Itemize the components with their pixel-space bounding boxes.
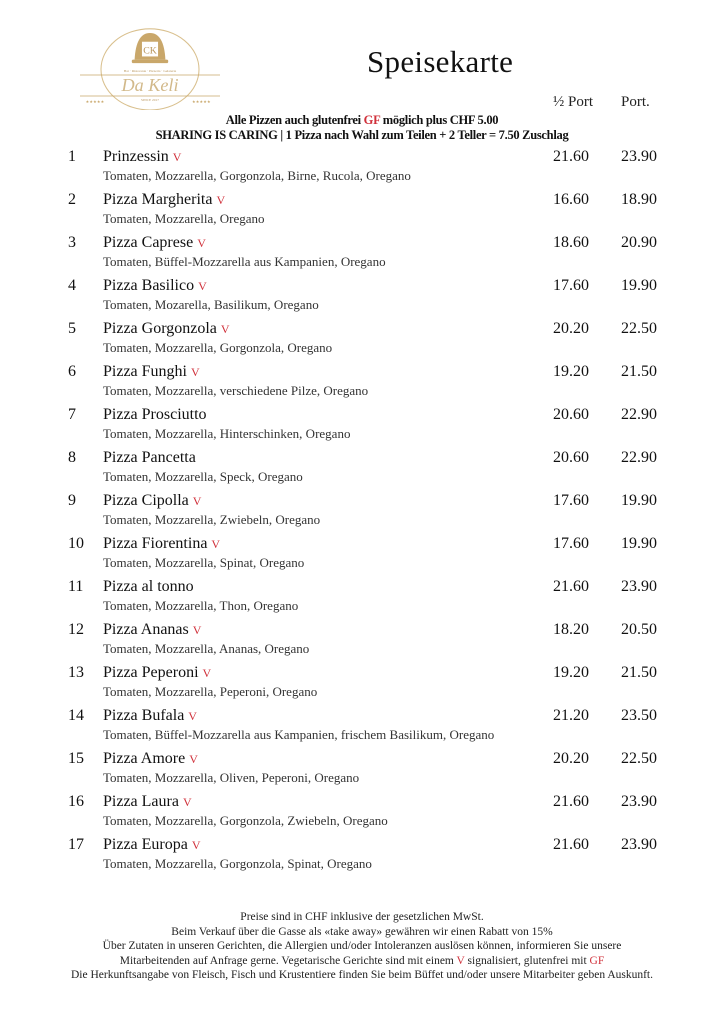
item-description: Tomaten, Mozzarella, Peperoni, Oregano: [103, 684, 318, 699]
item-description: Tomaten, Mozzarella, verschiedene Pilze, Oregano: [103, 383, 369, 398]
item-name-text: Pizza Basilico: [103, 277, 195, 294]
price-half: 17.60: [553, 277, 589, 294]
footer-line: Preise sind in CHF inklusive der gesetzlichen MwSt.: [240, 911, 484, 923]
price-half: 18.20: [553, 621, 589, 638]
item-name-text: Pizza Ananas: [103, 621, 189, 638]
menu-item: [0, 750, 724, 790]
item-name-text: Pizza Margherita: [103, 191, 213, 208]
item-name: [103, 406, 207, 424]
item-number: 11: [68, 578, 84, 595]
veg-mark: V: [202, 666, 212, 680]
item-name: [103, 621, 201, 639]
gluten-note-text: Alle Pizzen auch glutenfrei: [225, 113, 364, 127]
item-number: 8: [68, 449, 76, 466]
price-half: 21.60: [553, 836, 589, 853]
item-description: Tomaten, Mozzarella, Oliven, Peperoni, Oregano: [103, 770, 360, 785]
item-number: 3: [68, 234, 76, 251]
item-number: 6: [68, 363, 76, 380]
item-number: 16: [68, 793, 84, 810]
veg-mark: V: [192, 494, 202, 508]
item-name: [103, 664, 211, 682]
item-name: [103, 234, 206, 252]
item-name-text: Pizza Caprese: [103, 234, 194, 251]
menu-item: [0, 793, 724, 833]
item-description: Tomaten, Mozzarella, Speck, Oregano: [103, 469, 303, 484]
item-description: Tomaten, Büffel-Mozzarella aus Kampanien, frischem Basilikum, Oregano: [103, 727, 495, 742]
price-half: 19.20: [553, 363, 589, 380]
item-description: Tomaten, Mozarella, Basilikum, Oregano: [103, 297, 319, 312]
item-description: Tomaten, Mozzarella, Ananas, Oregano: [103, 641, 310, 656]
menu-item: [0, 621, 724, 661]
item-description: Tomaten, Mozzarella, Gorgonzola, Oregano: [103, 340, 333, 355]
menu-item: [0, 363, 724, 403]
item-description: Tomaten, Mozzarella, Gorgonzola, Spinat, Oregano: [103, 856, 372, 871]
item-name: [103, 535, 220, 553]
restaurant-logo: [80, 26, 220, 110]
item-number: 17: [68, 836, 84, 853]
item-number: 7: [68, 406, 76, 423]
veg-mark: V: [456, 954, 465, 967]
footer-line: Die Herkunftsangabe von Fleisch, Fisch und Krustentiere finden Sie beim Büffet und/oder unsere Mitarbeiter geben Auskunft.: [71, 969, 653, 982]
item-name: [103, 836, 201, 854]
item-name-text: Pizza Pancetta: [103, 449, 196, 466]
item-number: 10: [68, 535, 84, 552]
item-description: Tomaten, Mozzarella, Gorgonzola, Zwiebeln, Oregano: [103, 813, 388, 828]
footer-notes: [40, 910, 684, 983]
item-name: [103, 793, 192, 811]
gluten-free-note: [0, 113, 724, 128]
price-full: 22.90: [621, 406, 657, 423]
menu-item: [0, 664, 724, 704]
item-name-text: Pizza Fiorentina: [103, 535, 208, 552]
price-full: 23.90: [621, 578, 657, 595]
price-half: 21.60: [553, 578, 589, 595]
price-half: 20.20: [553, 750, 589, 767]
price-full: 20.50: [621, 621, 657, 638]
price-full: 22.50: [621, 750, 657, 767]
column-header-half-portion: ½ Port: [553, 94, 594, 110]
veg-mark: V: [198, 279, 207, 293]
item-name-text: Pizza Amore: [103, 750, 186, 767]
item-name: [103, 277, 207, 295]
price-half: 18.60: [553, 234, 589, 251]
price-full: 23.90: [621, 793, 657, 810]
footer-line: Beim Verkauf über die Gasse als «take away» gewähren wir einen Rabatt von 15%: [171, 925, 553, 938]
item-number: 9: [68, 492, 76, 509]
svg-text:Bar · Ristorante · Pizzeria ·: Bar · Ristorante · Pizzeria · Gelateria: [123, 69, 177, 74]
item-name: [103, 578, 194, 596]
svg-text:Da Keli: Da Keli: [121, 75, 179, 96]
item-name: [103, 707, 197, 725]
price-half: 20.20: [553, 320, 589, 337]
menu-item: [0, 277, 724, 317]
price-full: 18.90: [621, 191, 657, 208]
price-full: 23.50: [621, 707, 657, 724]
item-name: [103, 148, 181, 166]
item-name-text: Pizza Gorgonzola: [103, 320, 217, 337]
veg-mark: V: [216, 193, 226, 207]
veg-mark: V: [197, 236, 206, 250]
item-name: [103, 492, 201, 510]
gf-mark: GF: [589, 954, 605, 967]
price-full: 23.90: [621, 148, 657, 165]
menu-item: [0, 449, 724, 489]
svg-text:SINCE 2017: SINCE 2017: [141, 97, 159, 102]
item-description: Tomaten, Mozzarella, Gorgonzola, Birne, Rucola, Oregano: [103, 168, 411, 183]
item-name: [103, 320, 230, 338]
price-full: 23.90: [621, 836, 657, 853]
price-full: 21.50: [621, 363, 657, 380]
item-description: Tomaten, Mozzarella, Spinat, Oregano: [103, 555, 305, 570]
item-name-text: Pizza Europa: [103, 836, 188, 853]
svg-text:★★★★★: ★★★★★: [85, 99, 105, 104]
price-half: 17.60: [553, 535, 589, 552]
item-name-text: Pizza Bufala: [103, 707, 185, 724]
item-number: 13: [68, 664, 84, 681]
sharing-note: SHARING IS CARING | 1 Pizza nach Wahl zum Teilen + 2 Teller = 7.50 Zuschlag: [155, 128, 569, 142]
gf-mark: GF: [363, 113, 380, 127]
price-full: 21.50: [621, 664, 657, 681]
item-name: [103, 191, 225, 209]
item-number: 12: [68, 621, 84, 638]
item-name-text: Pizza Peperoni: [103, 664, 199, 681]
item-name: [103, 363, 200, 381]
price-full: 22.50: [621, 320, 657, 337]
column-header-full-portion: Port.: [621, 94, 650, 110]
price-full: 19.90: [621, 277, 657, 294]
item-number: 5: [68, 320, 76, 337]
item-description: Tomaten, Büffel-Mozzarella aus Kampanien, Oregano: [103, 254, 386, 269]
price-half: 21.20: [553, 707, 589, 724]
menu-item: [0, 535, 724, 575]
item-name-text: Pizza Prosciutto: [103, 406, 207, 423]
veg-mark: V: [188, 709, 197, 723]
price-half: 20.60: [553, 406, 589, 423]
item-name-text: Pizza Cipolla: [103, 492, 189, 509]
price-half: 16.60: [553, 191, 589, 208]
veg-mark: V: [189, 752, 198, 766]
item-number: 14: [68, 707, 84, 724]
item-description: Tomaten, Mozzarella, Hinterschinken, Oregano: [103, 426, 351, 441]
item-number: 2: [68, 191, 76, 208]
item-description: Tomaten, Mozzarella, Oregano: [103, 211, 265, 226]
menu-item: [0, 578, 724, 618]
price-full: 22.90: [621, 449, 657, 466]
price-half: 21.60: [553, 148, 589, 165]
price-half: 21.60: [553, 793, 589, 810]
menu-item: [0, 320, 724, 360]
item-name: [103, 449, 196, 467]
menu-item: [0, 492, 724, 532]
price-full: 19.90: [621, 492, 657, 509]
menu-item: [0, 191, 724, 231]
menu-item: [0, 148, 724, 188]
footer-text: Mitarbeitenden auf Anfrage gerne. Vegetarische Gerichte sind mit einem: [119, 954, 457, 967]
item-description: Tomaten, Mozzarella, Zwiebeln, Oregano: [103, 512, 321, 527]
item-name-text: Pizza al tonno: [103, 578, 194, 595]
footer-line: Über Zutaten in unseren Gerichten, die Allergien und/oder Intoleranzen auslösen können, informieren Sie unsere: [102, 940, 622, 953]
item-name-text: Pizza Funghi: [103, 363, 187, 380]
item-number: 15: [68, 750, 84, 767]
price-half: 20.60: [553, 449, 589, 466]
price-full: 19.90: [621, 535, 657, 552]
svg-text:★★★★★: ★★★★★: [192, 99, 211, 104]
menu-item: [0, 836, 724, 876]
item-number: 1: [68, 148, 76, 165]
page-title: Speisekarte: [367, 44, 514, 79]
veg-mark: V: [220, 322, 230, 336]
veg-mark: V: [182, 795, 192, 809]
price-half: 19.20: [553, 664, 589, 681]
veg-mark: V: [191, 838, 201, 852]
veg-mark: V: [211, 537, 221, 551]
menu-item: [0, 707, 724, 747]
footer-text: signalisiert, glutenfrei mit: [464, 954, 590, 967]
menu-item: [0, 406, 724, 446]
item-description: Tomaten, Mozzarella, Thon, Oregano: [103, 598, 299, 613]
veg-mark: V: [191, 365, 200, 379]
veg-mark: V: [172, 150, 182, 164]
menu-item: [0, 234, 724, 274]
veg-mark: V: [192, 623, 202, 637]
price-half: 17.60: [553, 492, 589, 509]
footer-line: [40, 954, 684, 969]
item-name-text: Pizza Laura: [103, 793, 179, 810]
price-full: 20.90: [621, 234, 657, 251]
item-number: 4: [68, 277, 76, 294]
item-name: [103, 750, 198, 768]
gluten-note-price: möglich plus CHF 5.00: [379, 113, 499, 127]
svg-text:CK: CK: [143, 45, 157, 57]
item-name-text: Prinzessin: [103, 148, 169, 165]
